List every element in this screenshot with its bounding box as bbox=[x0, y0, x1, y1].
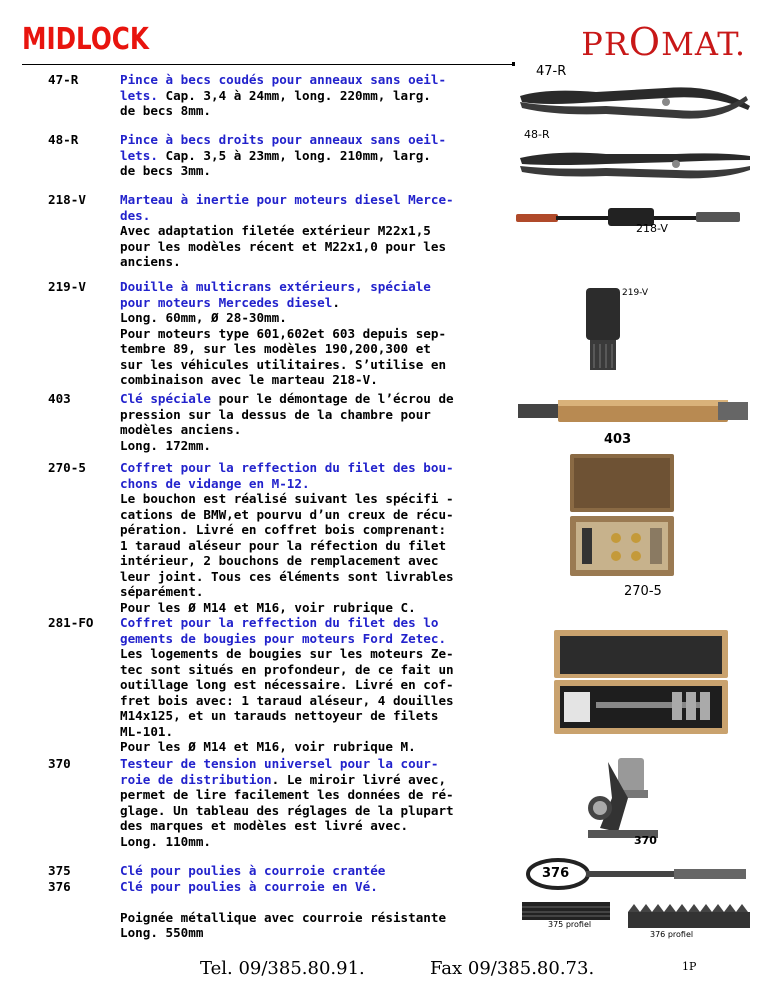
product-code: 281-FO bbox=[48, 615, 94, 630]
image-label-370: 370 bbox=[634, 834, 657, 847]
product-description bbox=[120, 132, 506, 179]
inertia-hammer-218-v-image bbox=[516, 196, 752, 236]
product-body: Cap. 3,5 à 23mm, long. 210mm, larg. de becs 3mm. bbox=[120, 147, 431, 178]
product-description bbox=[120, 460, 506, 615]
image-label-48-r: 48-R bbox=[524, 128, 550, 141]
product-body: . Long. 60mm, Ø 28-30mm. Pour moteurs type 601,602et 603 depuis sep- tembre 89, sur les modèles 190,200,300 et sur les véhicules utilitaires. S’utilise en combinaison avec le marteau 218-V. bbox=[120, 294, 447, 387]
product-code: 403 bbox=[48, 391, 71, 406]
image-label-47-r: 47-R bbox=[536, 64, 567, 79]
image-label-218-v: 218-V bbox=[636, 222, 668, 235]
product-code: 270-5 bbox=[48, 460, 86, 475]
page-number: 1P bbox=[682, 960, 697, 973]
product-code: 370 bbox=[48, 756, 71, 771]
product-title: Coffret pour la reffection du filet des bou- chons de vidange en M-12. bbox=[120, 460, 454, 491]
product-description bbox=[120, 615, 506, 755]
special-key-403-image bbox=[518, 396, 750, 428]
tension-tester-370-image bbox=[578, 752, 668, 844]
product-body: Poignée métallique avec courroie résistante Long. 550mm bbox=[120, 909, 447, 940]
promat-logo-o: O bbox=[628, 20, 662, 64]
product-description bbox=[120, 863, 506, 941]
footer-fax: Fax 09/385.80.73. bbox=[430, 958, 595, 979]
product-body: Le bouchon est réalisé suivant les spécifi - cations de BMW,et pourvu d’un creux de récu- pération. Livré en coffret bois comprenant: 1 taraud aléseur pour la réfection du filet intérieur, 2 bouchons de remplacement avec leur joint. Tous ces éléments sont livrables séparément. Pour les Ø M14 et M16, voir rubrique C. bbox=[120, 491, 454, 615]
product-code: 375 376 bbox=[48, 863, 71, 894]
product-description bbox=[120, 391, 506, 453]
footer-telephone: Tel. 09/385.80.91. bbox=[200, 958, 365, 979]
product-title: Clé spéciale bbox=[120, 391, 211, 406]
product-code: 47-R bbox=[48, 72, 79, 87]
product-title: Marteau à inertie pour moteurs diesel Merce- des. bbox=[120, 192, 454, 223]
product-title: Pince à becs coudés pour anneaux sans oeil- lets. bbox=[120, 72, 447, 103]
wooden-case-281-fo-image bbox=[552, 628, 732, 738]
promat-logo-mat: MAT. bbox=[661, 25, 746, 63]
product-code: 219-V bbox=[48, 279, 86, 294]
product-body: . Le miroir livré avec, permet de lire facilement les données de ré- glage. Un tableau des réglages de la plupart des marques et modèles est livré avec. Long. 110mm. bbox=[120, 771, 454, 849]
product-body: Cap. 3,4 à 24mm, long. 220mm, larg. de becs 8mm. bbox=[120, 87, 431, 118]
midlock-logo: MIDLOCK bbox=[22, 22, 149, 57]
product-description bbox=[120, 192, 506, 270]
promat-logo bbox=[581, 20, 746, 64]
pliers-48-r-image bbox=[516, 130, 752, 186]
caption-376-profile: 376 profiel bbox=[650, 930, 694, 939]
header-rule bbox=[22, 64, 514, 65]
product-title: Clé pour poulies à courroie crantée Clé pour poulies à courroie en Vé. bbox=[120, 863, 386, 894]
image-label-376: 376 bbox=[542, 866, 570, 881]
product-body: pour le démontage de l’écrou de pression sur la dessus de la chambre pour modèles anciens. Long. 172mm. bbox=[120, 391, 454, 453]
image-label-403: 403 bbox=[604, 432, 632, 447]
product-description bbox=[120, 72, 506, 119]
belt-profile-375-image bbox=[520, 900, 612, 922]
product-description bbox=[120, 279, 506, 388]
product-code: 48-R bbox=[48, 132, 79, 147]
product-description bbox=[120, 756, 506, 849]
image-label-219-v: 219-V bbox=[622, 288, 649, 298]
product-title: Testeur de tension universel pour la cour- roie de distribution bbox=[120, 756, 439, 787]
belt-profile-376-image bbox=[626, 902, 752, 930]
product-title: Douille à multicrans extérieurs, spéciale pour moteurs Mercedes diesel bbox=[120, 279, 431, 310]
product-body: Les logements de bougies sur les moteurs Ze- tec sont situés en profondeur, de ce fait un outillage long est nécessaire. Livré en cof- fret bois avec: 1 taraud aléseur, 4 douilles M14x125, et un tarauds nettoyeur de filets ML-101. Pour les Ø M14 et M16, voir rubrique M. bbox=[120, 646, 454, 754]
promat-logo-pr: PR bbox=[581, 25, 629, 63]
wooden-case-270-5-image bbox=[566, 452, 678, 580]
caption-375-profile: 375 profiel bbox=[548, 920, 592, 929]
product-title: Coffret pour la reffection du filet des lo gements de bougies pour moteurs Ford Zetec. bbox=[120, 615, 447, 646]
product-body: Avec adaptation filetée extérieur M22x1,5 pour les modèles récent et M22x1,0 pour les anciens. bbox=[120, 223, 447, 269]
image-label-270-5: 270-5 bbox=[624, 584, 662, 599]
product-title: Pince à becs droits pour anneaux sans oeil- lets. bbox=[120, 132, 447, 163]
socket-219-v-image bbox=[584, 286, 624, 376]
product-code: 218-V bbox=[48, 192, 86, 207]
header-rule-end bbox=[512, 62, 515, 66]
